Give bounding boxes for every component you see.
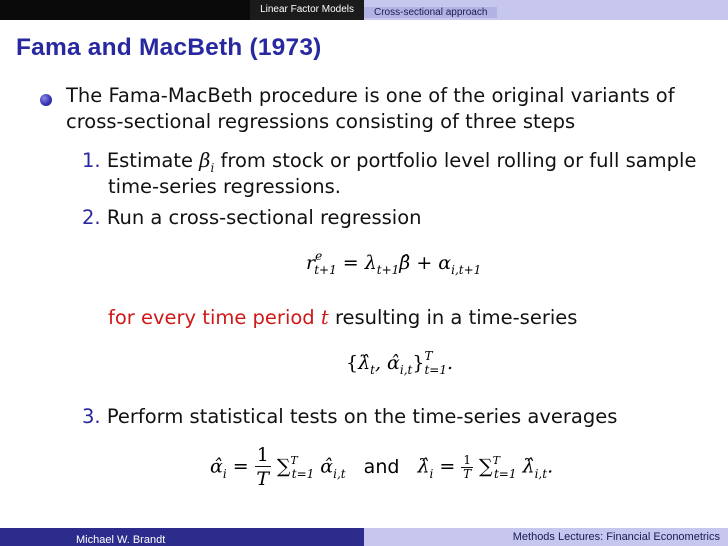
frame-title: Fama and MacBeth (1973) [16,34,322,61]
alert-variable-t: t [320,306,329,329]
bullet-line-2: cross-sectional regressions consisting of three steps [66,110,576,133]
alert-text: for every time period [108,306,315,329]
step-3-text: Perform statistical tests on the time-series averages [106,405,618,428]
footer-course: Methods Lectures: Financial Econometrics [512,531,720,543]
bullet-line-1: The Fama-MacBeth procedure is one of the original variants of [66,84,675,107]
regression-equation: $r^e_{t+1}$ = $\lambda_{t+1}\betâ + \alpha_{i,t+1}$ [306,249,482,277]
step-2 [82,206,422,229]
step-1-number: 1. [82,149,101,172]
step-3-number: 3. [82,405,101,428]
step-2-text: Run a cross-sectional regression [106,206,422,229]
footer-author: Michael W. Brandt [76,534,166,546]
footer-bar [0,528,728,546]
and-word: and [363,455,400,478]
nav-subsection-cross-sectional[interactable]: Cross-sectional approach [364,7,497,18]
fraction-small-1-over-T: $\frac{1}{T}$ [463,453,472,481]
beta-i-symbol: $\beta_i$ [199,149,215,175]
nav-section-linear-factor-models[interactable]: Linear Factor Models [250,0,364,20]
step-2-continuation [108,306,577,329]
averages-equation: $\alphâ_i$ = $\frac{1}{T}$ ∑$^T_{t=1}$ $\alphâ_{i,t}$ and $\lambdâ_i$ = $\frac{1}{T}$ ∑$^T_{t=1}$ $\lambdâ_{i,t}$. [210,444,554,490]
time-series-set: {$\lambdâ_t$, $\alphâ_{i,t}\}^T_{t=1}$. [346,349,454,377]
step-1-line-2: time-series regressions. [108,175,341,198]
footer-left [0,528,364,546]
fraction-1-over-T: $\frac{1}{T}$ [256,444,270,490]
step-2-number: 2. [82,206,101,229]
step-1-pre: Estimate [106,149,193,172]
step-2-tail: resulting in a time-series [334,306,578,329]
bullet-icon [40,94,52,106]
step-1 [82,149,697,175]
footer-right [364,528,728,546]
step-3 [82,405,617,428]
step-1-post: from stock or portfolio level rolling or full sample [220,149,697,172]
